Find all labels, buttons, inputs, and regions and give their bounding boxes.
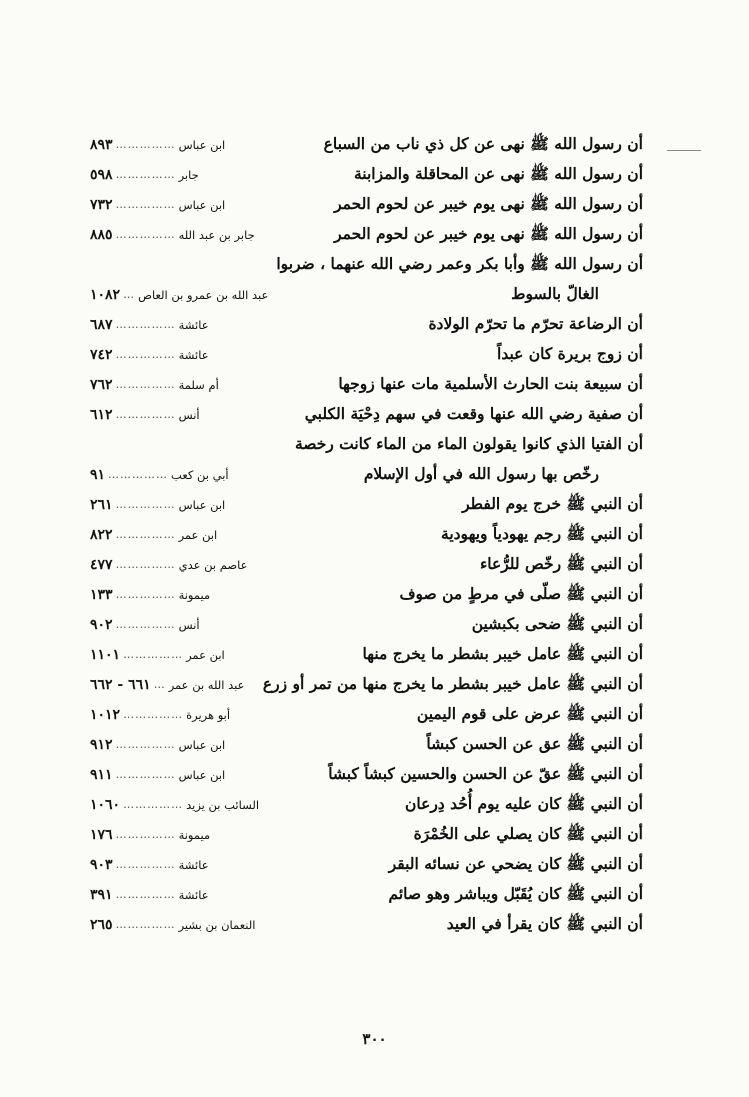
entry-page-number: ٣٩١	[90, 886, 113, 903]
entry-page-number: ٥٩٨	[90, 166, 113, 183]
entry-hadith-text: أن النبي ﷺ خرج يوم الفطر	[462, 494, 643, 513]
leader-dots: ……………	[115, 857, 176, 871]
entry-page-number: ٧٣٢	[90, 196, 113, 213]
entry-page-number: ٦٨٧	[90, 316, 113, 333]
entry-hadith-text: الغالّ بالسوط	[511, 284, 599, 303]
entry-hadith-text: أن النبي ﷺ رجم يهودياً ويهودية	[441, 524, 643, 543]
index-entry	[0, 400, 749, 430]
index-entry	[0, 550, 749, 580]
leader-dots: ……………	[108, 467, 169, 481]
hadith-index-list	[0, 130, 749, 940]
leader-dots: ……………	[115, 887, 176, 901]
entry-narrator: ابن عباس	[178, 737, 226, 752]
entry-page-number: ١٧٦	[90, 826, 113, 843]
index-entry	[0, 340, 749, 370]
index-entry	[0, 250, 749, 280]
index-entry	[0, 190, 749, 220]
entry-page-number: ١٠٨٢	[90, 286, 121, 303]
entry-hadith-text: أن النبي ﷺ عقّ عن الحسن والحسين كبشاً كبشاً	[328, 764, 643, 783]
leader-dots: ……………	[115, 617, 176, 631]
index-entry-continuation	[0, 280, 749, 310]
index-entry	[0, 490, 749, 520]
entry-hadith-text: أن النبي ﷺ عامل خيبر بشطر ما يخرج منها من تمر أو زرع	[262, 674, 643, 693]
entry-page-number: ٦١٢	[90, 406, 113, 423]
entry-page-number: ٢٦١	[90, 496, 113, 513]
index-entry	[0, 790, 749, 820]
index-entry	[0, 430, 749, 460]
entry-hadith-text: أن النبي ﷺ كان يضحي عن نسائه البقر	[388, 854, 643, 873]
entry-narrator: ابن عباس	[178, 497, 226, 512]
leader-dots: ……………	[115, 527, 176, 541]
entry-narrator: عبد الله بن عمرو بن العاص	[138, 287, 269, 302]
entry-page-number: ٤٧٧	[90, 556, 113, 573]
entry-narrator: عائشة	[178, 317, 209, 332]
entry-page-number: ٩١	[90, 466, 106, 483]
entry-page-number: ١٠١٢	[90, 706, 121, 723]
index-entry	[0, 730, 749, 760]
index-entry	[0, 580, 749, 610]
entry-page-number: ٩٠٢	[90, 616, 113, 633]
entry-hadith-text: أن رسول الله ﷺ وأبا بكر وعمر رضي الله عنهما ، ضربوا	[276, 254, 643, 273]
leader-dots: ……………	[123, 797, 184, 811]
leader-dots: ……………	[115, 827, 176, 841]
entry-narrator: ابن عمر	[178, 527, 218, 542]
leader-dots: ……………	[115, 497, 176, 511]
entry-narrator: عبد الله بن عمر	[168, 677, 245, 692]
leader-dots: ……………	[115, 917, 176, 931]
index-entry	[0, 700, 749, 730]
index-entry	[0, 880, 749, 910]
leader-dots: …	[153, 677, 166, 691]
index-entry	[0, 610, 749, 640]
entry-page-number: ٧٦٢	[90, 376, 113, 393]
index-entry	[0, 910, 749, 940]
leader-dots: ……………	[115, 767, 176, 781]
entry-narrator: ابن عباس	[178, 197, 226, 212]
entry-hadith-text: أن النبي ﷺ كان عليه يوم أُحُد دِرعان	[404, 794, 643, 813]
leader-dots: ……………	[115, 317, 176, 331]
index-entry	[0, 670, 749, 700]
entry-hadith-text: أن صفية رضي الله عنها وقعت في سهم دِحْيَة الكلبي	[304, 404, 643, 423]
index-entry-continuation	[0, 460, 749, 490]
entry-hadith-text: أن النبي ﷺ كان يُقَبّل ويباشر وهو صائم	[388, 884, 643, 903]
entry-hadith-text: أن النبي ﷺ عامل خيبر بشطر ما يخرج منها	[362, 644, 643, 663]
entry-page-number: ٧٤٢	[90, 346, 113, 363]
index-entry	[0, 640, 749, 670]
entry-page-number: ٩٠٣	[90, 856, 113, 873]
entry-hadith-text: أن الفتيا الذي كانوا يقولون الماء من الماء كانت رخصة	[294, 434, 643, 453]
entry-hadith-text: أن النبي ﷺ ضحى بكبشين	[471, 614, 643, 633]
entry-page-number: ١٣٣	[90, 586, 113, 603]
entry-page-number: ١٠٦٠	[90, 796, 121, 813]
leader-dots: ……………	[115, 377, 176, 391]
index-entry	[0, 310, 749, 340]
entry-hadith-text: أن رسول الله ﷺ نهى عن المحاقلة والمزابنة	[353, 164, 643, 183]
leader-dots: ……………	[115, 347, 176, 361]
entry-page-number: ٢٦٥	[90, 916, 113, 933]
entry-hadith-text: أن النبي ﷺ صلّى في مرطٍ من صوف	[399, 584, 643, 603]
entry-page-number: ٨٢٢	[90, 526, 113, 543]
index-entry	[0, 820, 749, 850]
entry-narrator: النعمان بن بشير	[178, 917, 256, 932]
entry-narrator: ابن عباس	[178, 137, 226, 152]
entry-hadith-text: أن النبي ﷺ عرض على قوم اليمين	[416, 704, 643, 723]
entry-narrator: أم سلمة	[178, 377, 219, 392]
entry-narrator: أبي بن كعب	[171, 467, 229, 482]
entry-page-number: ٨٨٥	[90, 226, 113, 243]
entry-narrator: أنس	[178, 617, 200, 632]
index-entry	[0, 370, 749, 400]
leader-dots: ……………	[115, 557, 176, 571]
index-entry	[0, 760, 749, 790]
entry-narrator: جابر بن عبد الله	[178, 227, 255, 242]
leader-dots: ……………	[115, 197, 176, 211]
entry-narrator: عائشة	[178, 887, 209, 902]
leader-dots: ……………	[123, 647, 184, 661]
leader-dots: ……………	[115, 737, 176, 751]
entry-narrator: ابن عباس	[178, 767, 226, 782]
entry-hadith-text: أن الرضاعة تحرّم ما تحرّم الولادة	[428, 314, 643, 333]
entry-hadith-text: أن النبي ﷺ رخّص للرُّعاء	[479, 554, 643, 573]
leader-dots: …	[123, 287, 136, 301]
index-entry	[0, 160, 749, 190]
entry-hadith-text: أن رسول الله ﷺ نهى يوم خيبر عن لحوم الحمر	[334, 224, 643, 243]
leader-dots: ……………	[115, 587, 176, 601]
entry-narrator: عائشة	[178, 347, 209, 362]
entry-hadith-text: أن النبي ﷺ كان يقرأ في العيد	[446, 914, 643, 933]
entry-narrator: جابر	[178, 167, 199, 182]
leader-dots: ……………	[115, 227, 176, 241]
entry-hadith-text: أن زوج بريرة كان عبداً	[497, 344, 643, 363]
leader-dots: ……………	[123, 707, 184, 721]
entry-page-number: ٩١١	[90, 766, 113, 783]
leader-dots: ……………	[115, 137, 176, 151]
entry-narrator: السائب بن يزيد	[186, 797, 260, 812]
entry-narrator: ميمونة	[178, 827, 211, 842]
index-entry	[0, 220, 749, 250]
entry-hadith-text: أن النبي ﷺ عق عن الحسن كبشاً	[426, 734, 643, 753]
index-entry	[0, 850, 749, 880]
index-entry	[0, 520, 749, 550]
entry-page-number: ٩١٢	[90, 736, 113, 753]
entry-narrator: ميمونة	[178, 587, 211, 602]
leader-dots: ……………	[115, 167, 176, 181]
entry-page-number: ٦٦١ - ٦٦٢	[90, 676, 151, 693]
entry-hadith-text: أن رسول الله ﷺ نهى عن كل ذي ناب من السباع	[323, 134, 643, 153]
index-entry	[0, 130, 749, 160]
page-number: ٣٠٠	[362, 1030, 387, 1048]
entry-narrator: أنس	[178, 407, 200, 422]
entry-page-number: ٨٩٣	[90, 136, 113, 153]
entry-page-number: ١١٠١	[90, 646, 121, 663]
entry-narrator: ابن عمر	[186, 647, 225, 662]
entry-narrator: أبو هريرة	[186, 707, 231, 722]
entry-narrator: عاصم بن عدي	[178, 557, 248, 572]
entry-narrator: عائشة	[178, 857, 209, 872]
entry-hadith-text: أن رسول الله ﷺ نهى يوم خيبر عن لحوم الحمر	[334, 194, 643, 213]
entry-hadith-text: أن سبيعة بنت الحارث الأسلمية مات عنها زوجها	[338, 374, 643, 393]
entry-hadith-text: رخّص بها رسول الله في أول الإسلام	[363, 464, 599, 483]
leader-dots: ……………	[115, 407, 176, 421]
entry-hadith-text: أن النبي ﷺ كان يصلي على الخُمْرَة	[413, 824, 643, 843]
